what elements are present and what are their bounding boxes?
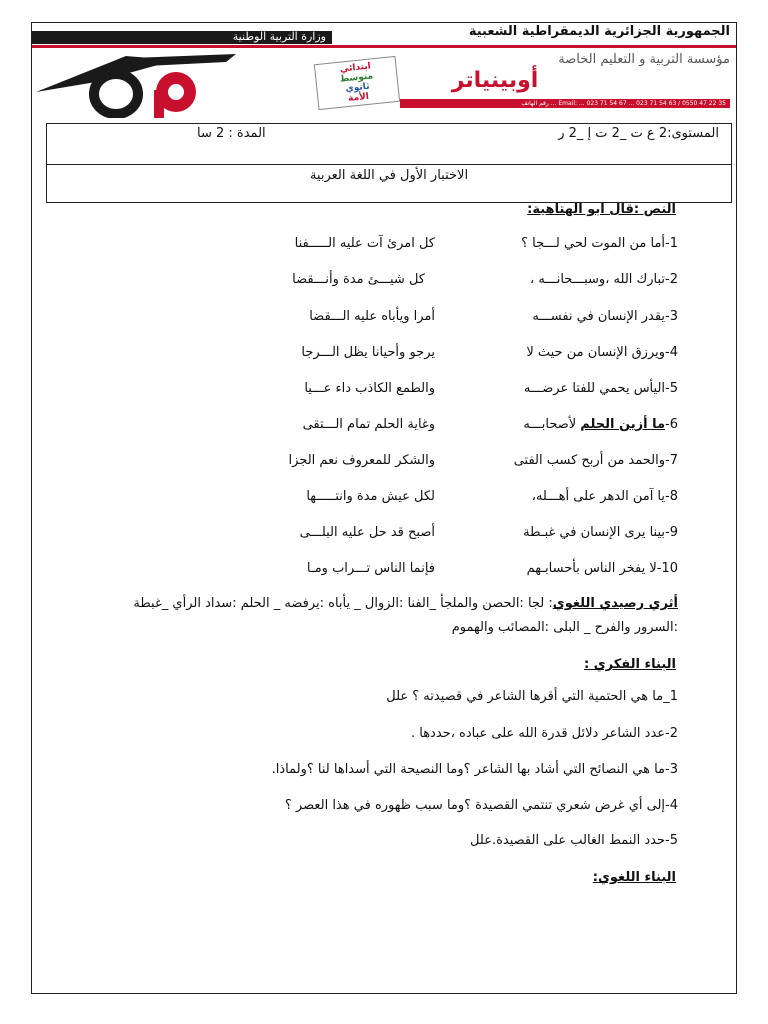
verse-left: والطمع الكاذب داء عـــيا	[304, 381, 435, 396]
contact-bar: Email: ... 023 71 54 67 ... 023 71 54 63 / 0550 47 22 35 ... رقم الهاتف	[400, 99, 730, 108]
level-label: المستوى:2 ع ت _2 ت إ _2 ر	[558, 126, 719, 141]
vocab-line-1: أثري رصيدي اللغوي: لجا :الحصن والملجأ _الفنا :الزوال _ يأباه :يرفضه _ الحلم :سداد الرأي _غبطة	[133, 596, 678, 611]
question-item: 1_ما هي الحتمية التي أقرها الشاعر في قصيدته ؟ علل	[386, 689, 678, 704]
question-item: 3-ما هي النصائح التي أشاد بها الشاعر ؟وما النصيحة التي أسداها لنا ؟ولماذا.	[271, 762, 678, 777]
vocab-line-2: :السرور والفرح _ البلى :المصائب والهموم	[451, 620, 678, 635]
school-name: أوبينياتر	[451, 68, 539, 93]
text-title: النص :قال ابو الهتاهية:	[527, 202, 676, 217]
verse-right: 8-يا آمن الدهر على أهـــله،	[531, 489, 678, 504]
question-item: 2-عدد الشاعر دلائل قدرة الله على عباده ،حددها .	[410, 726, 678, 741]
verse-left: أمرا ويأباه عليه الـــقضا	[309, 309, 435, 324]
verse-left: لكل عيش مدة وانتـــــها	[306, 489, 435, 504]
info-divider	[47, 164, 731, 165]
foundation-text: مؤسسة التربية و التعليم الخاصة	[558, 52, 730, 67]
ministry-text: وزارة التربية الوطنية	[232, 30, 326, 43]
duration-label: المدة : 2 سا	[197, 126, 266, 141]
verse-right: 1-أما من الموت لحي لـــجا ؟	[521, 236, 678, 251]
verse-left: أصبح قد حل عليه البلـــى	[299, 525, 435, 540]
verse-right-6: 6-ما أزين الحلم لأصحابـــه	[523, 417, 678, 432]
verse-right: 10-لا يفخر الناس بأحسابـهم	[526, 561, 678, 576]
verse-left: كل شيـــئ مدة وأنـــقضا	[292, 272, 425, 287]
school-stamp: ابتدائي متوسط ثانوي الأمة	[314, 56, 400, 110]
vocab-label: أثري رصيدي اللغوي	[552, 596, 678, 611]
verse-left: والشكر للمعروف نعم الجزا	[288, 453, 435, 468]
school-logo	[36, 52, 246, 118]
verse-right: 3-يقدر الإنسان في نفســـه	[532, 309, 678, 324]
question-item: 4-إلى أي غرض شعري تنتمي القصيدة ؟وما سبب ظهوره في هذا العصر ؟	[284, 798, 678, 813]
question-item: 5-حدد النمط الغالب على القصيدة.علل	[470, 833, 678, 848]
verse-right: 7-والحمد من أربح كسب الفتى	[513, 453, 678, 468]
exam-info-box	[46, 123, 732, 203]
verse-right: 9-بينا يرى الإنسان في غبـطة	[523, 525, 678, 540]
verse-left: فإنما الناس تـــراب ومـا	[306, 561, 435, 576]
test-title: الاختبار الأول في اللغة العربية	[309, 168, 469, 183]
header-divider	[32, 45, 736, 48]
verse-right: 4-ويرزق الإنسان من حيث لا	[526, 345, 678, 360]
verse-left: كل امرئ آت عليه الـــــفنا	[294, 236, 435, 251]
intellectual-heading: البناء الفكري :	[584, 657, 676, 672]
linguistic-heading: البناء اللغوي:	[592, 870, 676, 885]
republic-text: الجمهورية الجزائرية الديمقراطية الشعبية	[468, 24, 730, 39]
verse-right: 2-تبارك الله ،وسبـــحانـــه ،	[530, 272, 678, 287]
verse-left: يرجو وأحيانا يظل الـــرجا	[301, 345, 435, 360]
verse-left: وغاية الحلم تمام الـــتقى	[302, 417, 435, 432]
verse-right: 5-اليأس يحمي للفتا عرضـــه	[523, 381, 678, 396]
